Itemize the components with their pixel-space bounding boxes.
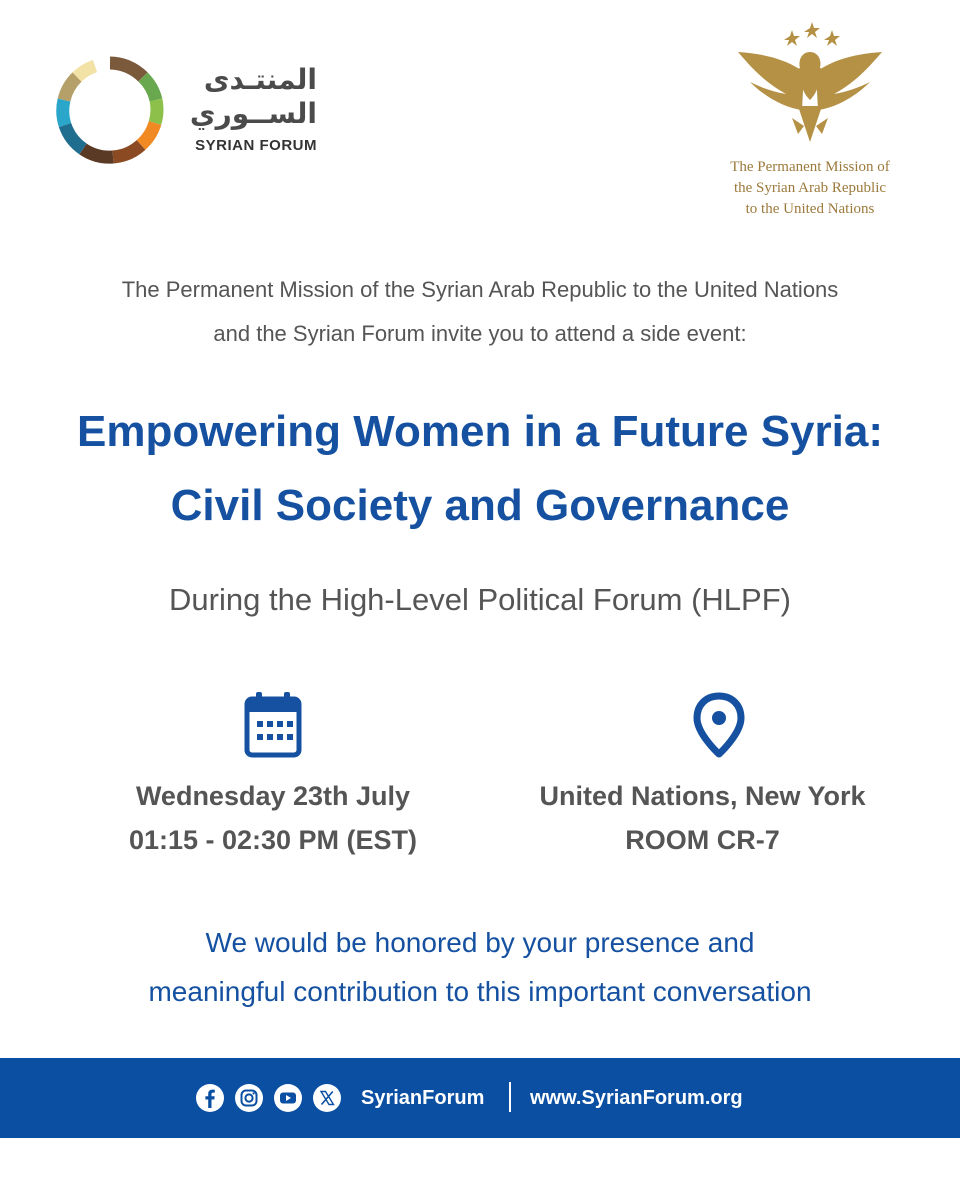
website-link[interactable]: www.SyrianForum.org [530, 1087, 743, 1109]
syrian-forum-arabic-line1: المنتـدى [203, 63, 317, 96]
event-location [505, 774, 900, 862]
closing-line2: meaningful contribution to this important conversation [148, 976, 812, 1007]
event-date-time [73, 774, 473, 862]
syrian-forum-arabic-line2: الســوري [189, 97, 317, 130]
event-title-line1: Empowering Women in a Future Syria: [77, 407, 883, 456]
event-subtitle: During the High-Level Political Forum (HLPF) [169, 582, 791, 617]
x-icon[interactable] [312, 1083, 342, 1113]
facebook-icon[interactable] [195, 1083, 225, 1113]
event-room: ROOM CR-7 [625, 825, 780, 855]
syrian-forum-ring-icon [55, 55, 165, 165]
invitation-intro [0, 268, 960, 356]
event-title-line2: Civil Society and Governance [170, 481, 790, 530]
instagram-icon[interactable] [234, 1083, 264, 1113]
event-venue: United Nations, New York [539, 781, 866, 811]
youtube-icon[interactable] [273, 1083, 303, 1113]
calendar-icon [244, 692, 302, 758]
closing-line1: We would be honored by your presence and [205, 927, 755, 958]
syrian-forum-arabic-name [177, 63, 317, 131]
location-pin-icon [693, 692, 745, 758]
eagle-emblem-icon [730, 22, 890, 150]
intro-line1: The Permanent Mission of the Syrian Arab Republic to the United Nations [121, 277, 839, 302]
social-handle[interactable]: SyrianForum [361, 1087, 485, 1109]
mission-name-line1: The Permanent Mission of [730, 159, 890, 175]
event-date: Wednesday 23th July [135, 781, 411, 811]
mission-name-line3: to the United Nations [745, 201, 875, 217]
event-title [0, 395, 960, 543]
event-time: 01:15 - 02:30 PM (EST) [128, 825, 418, 855]
mission-name-line2: the Syrian Arab Republic [733, 180, 887, 196]
syrian-forum-logo [55, 55, 315, 165]
syrian-forum-english-name: SYRIAN FORUM [195, 137, 317, 154]
mission-logo [690, 22, 930, 222]
closing-message [0, 918, 960, 1016]
intro-line2: and the Syrian Forum invite you to attend a side event: [213, 321, 747, 346]
mission-name [690, 157, 930, 220]
footer-bar [0, 1058, 960, 1138]
footer-separator [509, 1082, 511, 1112]
